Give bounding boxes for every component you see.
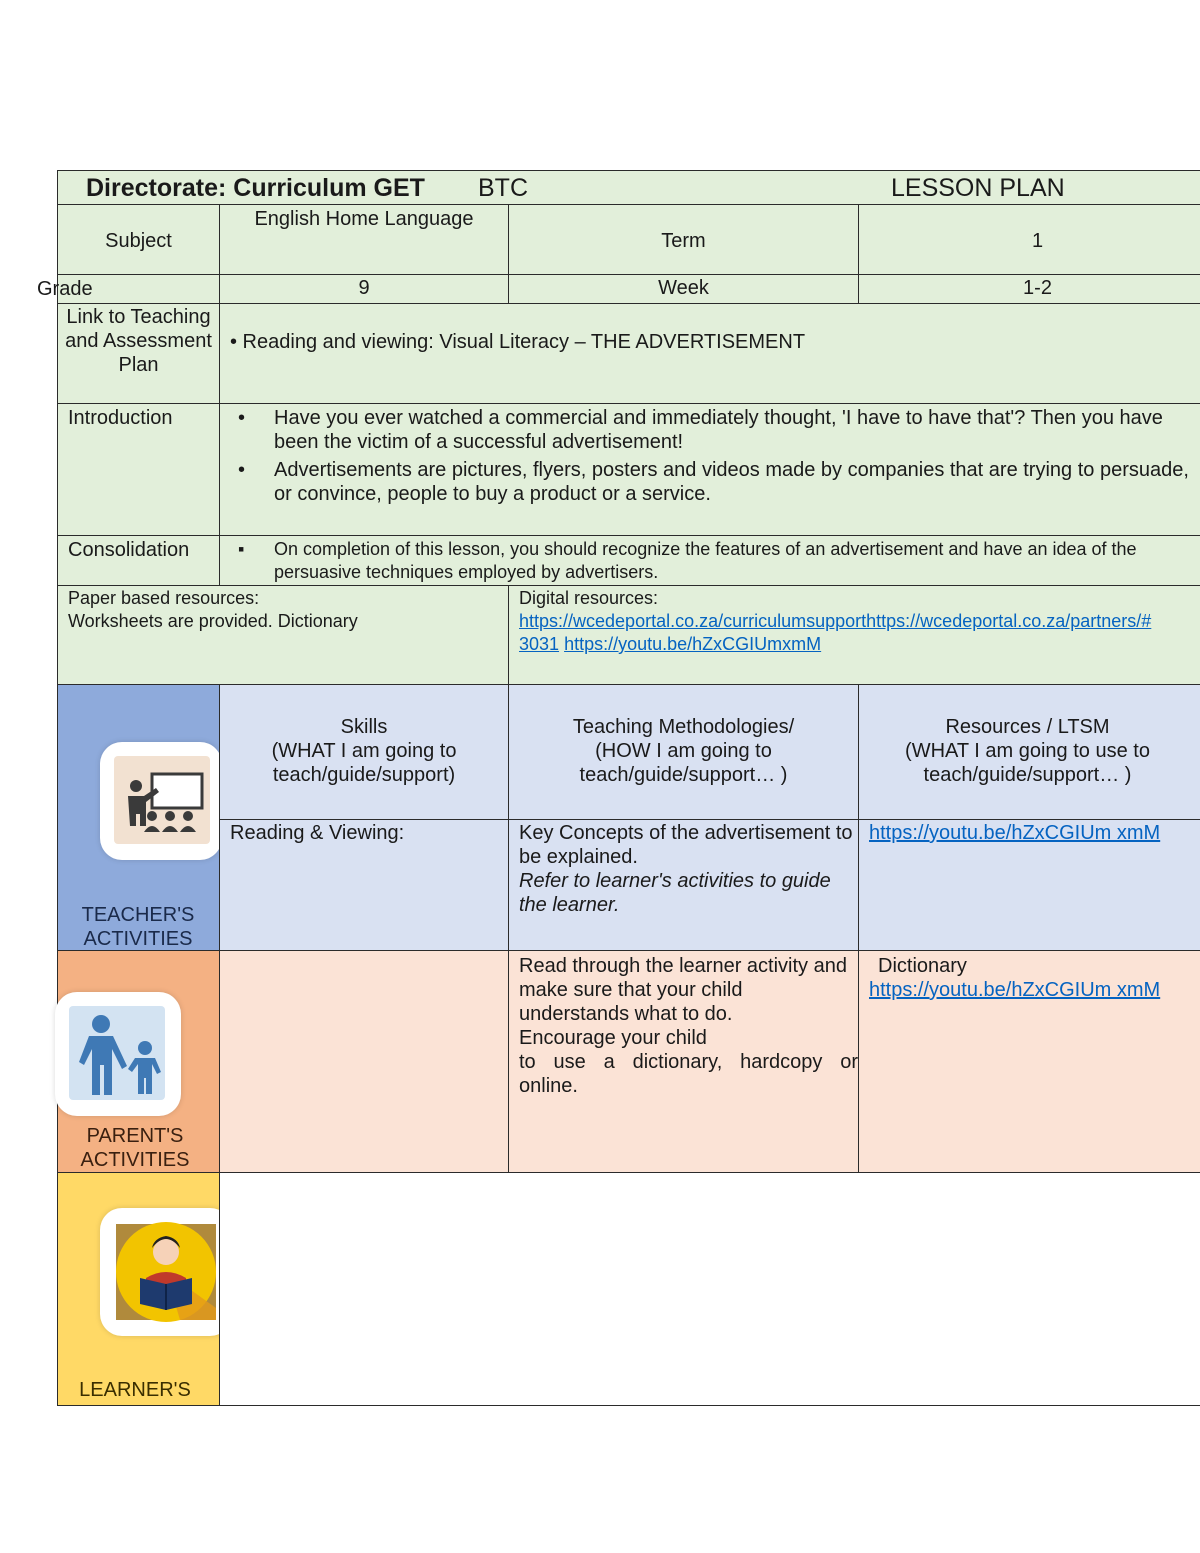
bullet-icon: ▪: [238, 539, 245, 559]
parent-child-icon: [55, 992, 181, 1116]
methods-header-title: Teaching Methodologies/: [572, 716, 795, 738]
bullet-icon: •: [238, 459, 246, 481]
bullet-icon: •: [238, 407, 246, 429]
consolidation-text-cell: [219, 535, 1200, 586]
digital-resource-link-id[interactable]: 3031: [519, 634, 560, 654]
parent-youtube-link[interactable]: https://youtu.be/hZxCGIUm xmM: [869, 979, 1161, 1001]
consolidation-label-cell: [57, 535, 220, 586]
learner-icon-box: [100, 1208, 232, 1336]
subject-label-cell: [57, 204, 220, 275]
list-item: [220, 406, 1196, 454]
digital-resource-link[interactable]: https://wcedeportal.co.za/curriculumsupporthttps://wcedeportal.co.za/partners/#: [519, 611, 1152, 631]
learner-reading-icon: [100, 1208, 232, 1336]
paper-resources-label: Paper based resources:: [68, 588, 260, 608]
parent-skills-cell: [219, 950, 509, 1173]
list-item: [220, 538, 1200, 584]
parent-methods-cell: [508, 950, 859, 1173]
directorate-title: Directorate: Curriculum GET: [86, 174, 425, 202]
digital-resources-cell: [508, 585, 1200, 685]
link-label: Link to Teaching and Assessment Plan: [65, 306, 212, 376]
btc-label: BTC: [478, 174, 528, 202]
subject-label: Subject: [105, 230, 172, 252]
paper-resources-cell: [57, 585, 509, 685]
teacher-methods-italic: Refer to learner's activities to guide the learner.: [519, 870, 831, 916]
teacher-activities-label: TEACHER'S ACTIVITIES: [81, 904, 195, 950]
link-text: • Reading and viewing: Visual Literacy – THE ADVERTISEMENT: [230, 331, 806, 353]
consolidation-list: [220, 538, 1200, 584]
paper-resources-text: Worksheets are provided. Dictionary: [68, 611, 358, 631]
grade-value: 9: [358, 277, 370, 299]
parent-icon-box: [55, 992, 181, 1116]
term-label-cell: [508, 204, 859, 275]
grade-value-cell: [219, 274, 509, 304]
teacher-presentation-icon: [100, 742, 222, 860]
header-row: [57, 170, 1200, 205]
parent-resources-cell: [858, 950, 1200, 1173]
lesson-plan-title: LESSON PLAN: [891, 174, 1065, 202]
parent-dictionary-text: Dictionary: [878, 955, 967, 977]
consolidation-bullet: On completion of this lesson, you should recognize the features of an advertisement and have an idea of the persuasive techniques employed by advertisers.: [274, 539, 1137, 582]
term-label: Term: [661, 230, 706, 252]
resources-header-title: Resources / LTSM: [945, 716, 1110, 738]
digital-resources-label: Digital resources:: [519, 588, 659, 608]
subject-value-cell: [219, 204, 509, 275]
week-label-cell: [508, 274, 859, 304]
teacher-methods-cell: [508, 819, 859, 951]
introduction-label: Introduction: [68, 407, 173, 429]
week-value: 1-2: [1023, 277, 1052, 299]
week-label: Week: [658, 277, 709, 299]
introduction-text-cell: [219, 403, 1200, 536]
subject-value: English Home Language: [254, 208, 474, 230]
introduction-list: [220, 406, 1196, 506]
teacher-resources-cell: [858, 819, 1200, 951]
introduction-label-cell: [57, 403, 220, 536]
introduction-bullet-1: Have you ever watched a commercial and immediately thought, 'I have to have that'? Then you have been the victim of a successful advertisement!: [274, 407, 1163, 453]
teacher-icon-box: [100, 742, 222, 860]
consolidation-label: Consolidation: [68, 539, 190, 561]
link-text-cell: [219, 303, 1200, 404]
term-value-cell: [858, 204, 1200, 275]
week-value-cell: [858, 274, 1200, 304]
learner-content-cell: [219, 1172, 1200, 1406]
introduction-bullet-2: Advertisements are pictures, flyers, posters and videos made by companies that are trying to persuade, or convince, people to buy a product or a service.: [274, 459, 1189, 505]
resources-header-cell: [858, 684, 1200, 820]
grade-label: Grade: [37, 278, 93, 300]
teacher-skills-text: Reading & Viewing:: [230, 822, 405, 844]
skills-header-title: Skills: [340, 716, 388, 738]
resources-header-sub: (WHAT I am going to use to teach/guide/support… ): [905, 740, 1150, 786]
parent-activities-label: PARENT'S ACTIVITIES: [80, 1125, 190, 1171]
parent-methods-text-3: to use a dictionary, hardcopy or online.: [519, 1051, 858, 1097]
link-label-cell: [57, 303, 220, 404]
youtube-link[interactable]: https://youtu.be/hZxCGIUmxmM: [564, 634, 822, 654]
list-item: [220, 458, 1196, 506]
parent-methods-text-2: Encourage your child: [519, 1027, 707, 1049]
methods-header-cell: [508, 684, 859, 820]
teacher-skills-cell: [219, 819, 509, 951]
teacher-youtube-link[interactable]: https://youtu.be/hZxCGIUm xmM: [869, 822, 1161, 844]
methods-header-sub: (HOW I am going to teach/guide/support… ): [579, 740, 788, 786]
parent-methods-text-1: Read through the learner activity and make sure that your child understands what to do.: [519, 955, 847, 1025]
skills-header-sub: (WHAT I am going to teach/guide/support): [271, 740, 457, 786]
skills-header-cell: [219, 684, 509, 820]
teacher-methods-text: Key Concepts of the advertisement to be explained.: [519, 822, 853, 868]
term-value: 1: [1031, 230, 1044, 252]
learner-label: LEARNER'S: [79, 1379, 191, 1401]
